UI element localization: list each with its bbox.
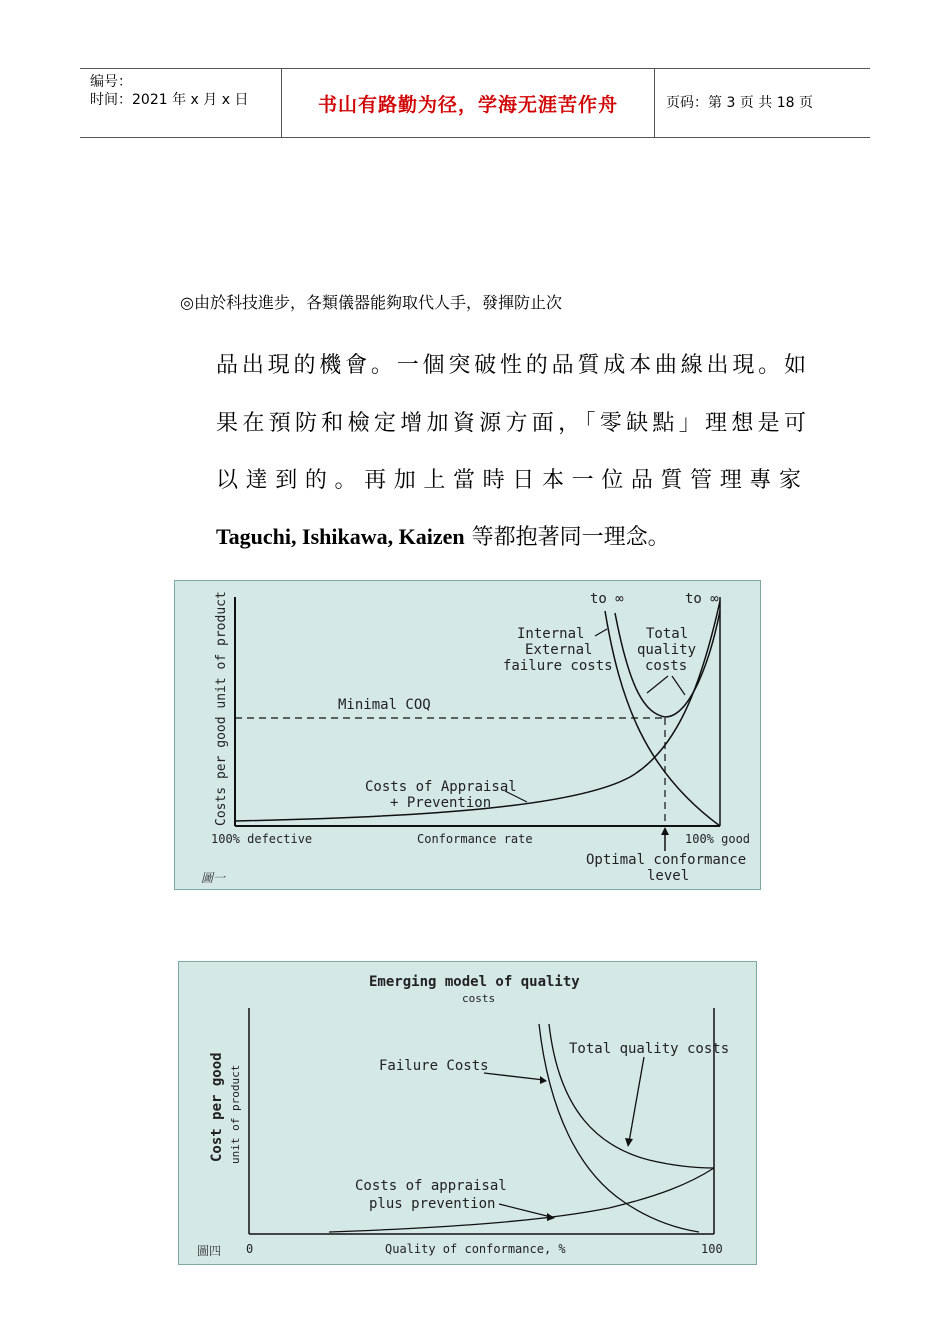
fig2-appraisal-1: Costs of appraisal xyxy=(355,1178,507,1194)
fig1-internal-3: failure costs xyxy=(503,658,613,674)
fig1-total-2: quality xyxy=(637,642,697,658)
fig1-total-3: costs xyxy=(645,658,688,674)
paragraph-line-3: 果在預防和檢定增加資源方面，「零缺點」理想是可 xyxy=(216,411,806,436)
page-info: 页码：第 3 页 共 18 页 xyxy=(666,95,813,111)
expert-names: Taguchi, Ishikawa, Kaizen xyxy=(216,524,465,549)
fig2-total-label: Total quality costs xyxy=(569,1041,730,1057)
fig1-x-mid: Conformance rate xyxy=(417,832,533,846)
fig2-appraisal-arrow xyxy=(499,1204,551,1217)
header-meta xyxy=(80,69,280,137)
fig2-ylabel-2: unit of product xyxy=(229,1064,242,1164)
fig1-x-right: 100% good xyxy=(685,832,751,846)
fig2-ylabel-1: Cost per good xyxy=(209,1052,225,1162)
time-label: 时间：2021 年 x 月 x 日 xyxy=(90,92,249,108)
paragraph-line-4: 以達到的。再加上當時日本一位品質管理專家 xyxy=(216,468,806,493)
fig1-minimal-coq: Minimal COQ xyxy=(338,697,431,713)
paragraph-line-5 xyxy=(216,520,670,551)
fig1-total-1: Total xyxy=(646,626,689,642)
fig2-failure-label: Failure Costs xyxy=(379,1058,489,1074)
motto: 书山有路勤为径，学海无涯苦作舟 xyxy=(317,93,618,116)
paragraph-line-5-rest: 等都抱著同一理念。 xyxy=(464,525,670,550)
header-page-cell xyxy=(666,69,870,137)
header-motto-cell xyxy=(281,69,655,137)
paragraph-line-1: ◎由於科技進步，各類儀器能夠取代人手，發揮防止次 xyxy=(180,293,562,312)
fig2-caption: 圖四 xyxy=(197,1244,222,1258)
fig2-title-1: Emerging model of quality xyxy=(369,974,580,990)
fig2-x-hundred: 100 xyxy=(701,1242,723,1256)
fig2-appraisal-2: plus prevention xyxy=(369,1196,496,1212)
fig2-total-arrowhead xyxy=(625,1138,633,1147)
fig1-total-arrow-left xyxy=(647,676,668,693)
figure-1-quality-cost-curve xyxy=(174,580,761,890)
fig2-failure-arrowhead xyxy=(540,1076,547,1084)
fig2-failure-arrow xyxy=(484,1073,544,1080)
fig1-caption: 圖一 xyxy=(201,871,226,885)
fig1-total-arrow-right xyxy=(672,676,685,695)
fig2-total-arrow xyxy=(629,1057,644,1142)
number-label: 编号： xyxy=(90,74,132,90)
fig2-x-mid: Quality of conformance, % xyxy=(385,1242,566,1256)
fig1-appraisal-2: + Prevention xyxy=(390,795,492,811)
figure-1-svg xyxy=(175,581,760,889)
fig2-x-zero: 0 xyxy=(246,1242,254,1256)
fig1-optimal-2: level xyxy=(647,868,690,884)
figure-2-svg xyxy=(179,962,756,1264)
fig1-internal-1: Internal xyxy=(517,626,585,642)
fig2-title-2: costs xyxy=(462,992,496,1005)
fig1-optimal-arrowhead xyxy=(661,827,669,835)
fig1-to-inf-2: to ∞ xyxy=(685,591,719,607)
fig1-optimal-1: Optimal conformance xyxy=(586,852,747,868)
fig1-internal-arrow xyxy=(595,629,607,636)
fig1-ylabel: Costs per good unit of product xyxy=(214,591,229,826)
fig1-appraisal-1: Costs of Appraisal xyxy=(365,779,517,795)
fig1-internal-2: External xyxy=(525,642,593,658)
page-header xyxy=(80,68,870,138)
paragraph-line-2: 品出現的機會。一個突破性的品質成本曲線出現。如 xyxy=(216,353,806,378)
figure-2-emerging-model xyxy=(178,961,757,1265)
fig1-x-left: 100% defective xyxy=(211,832,313,846)
fig1-to-inf-1: to ∞ xyxy=(590,591,624,607)
